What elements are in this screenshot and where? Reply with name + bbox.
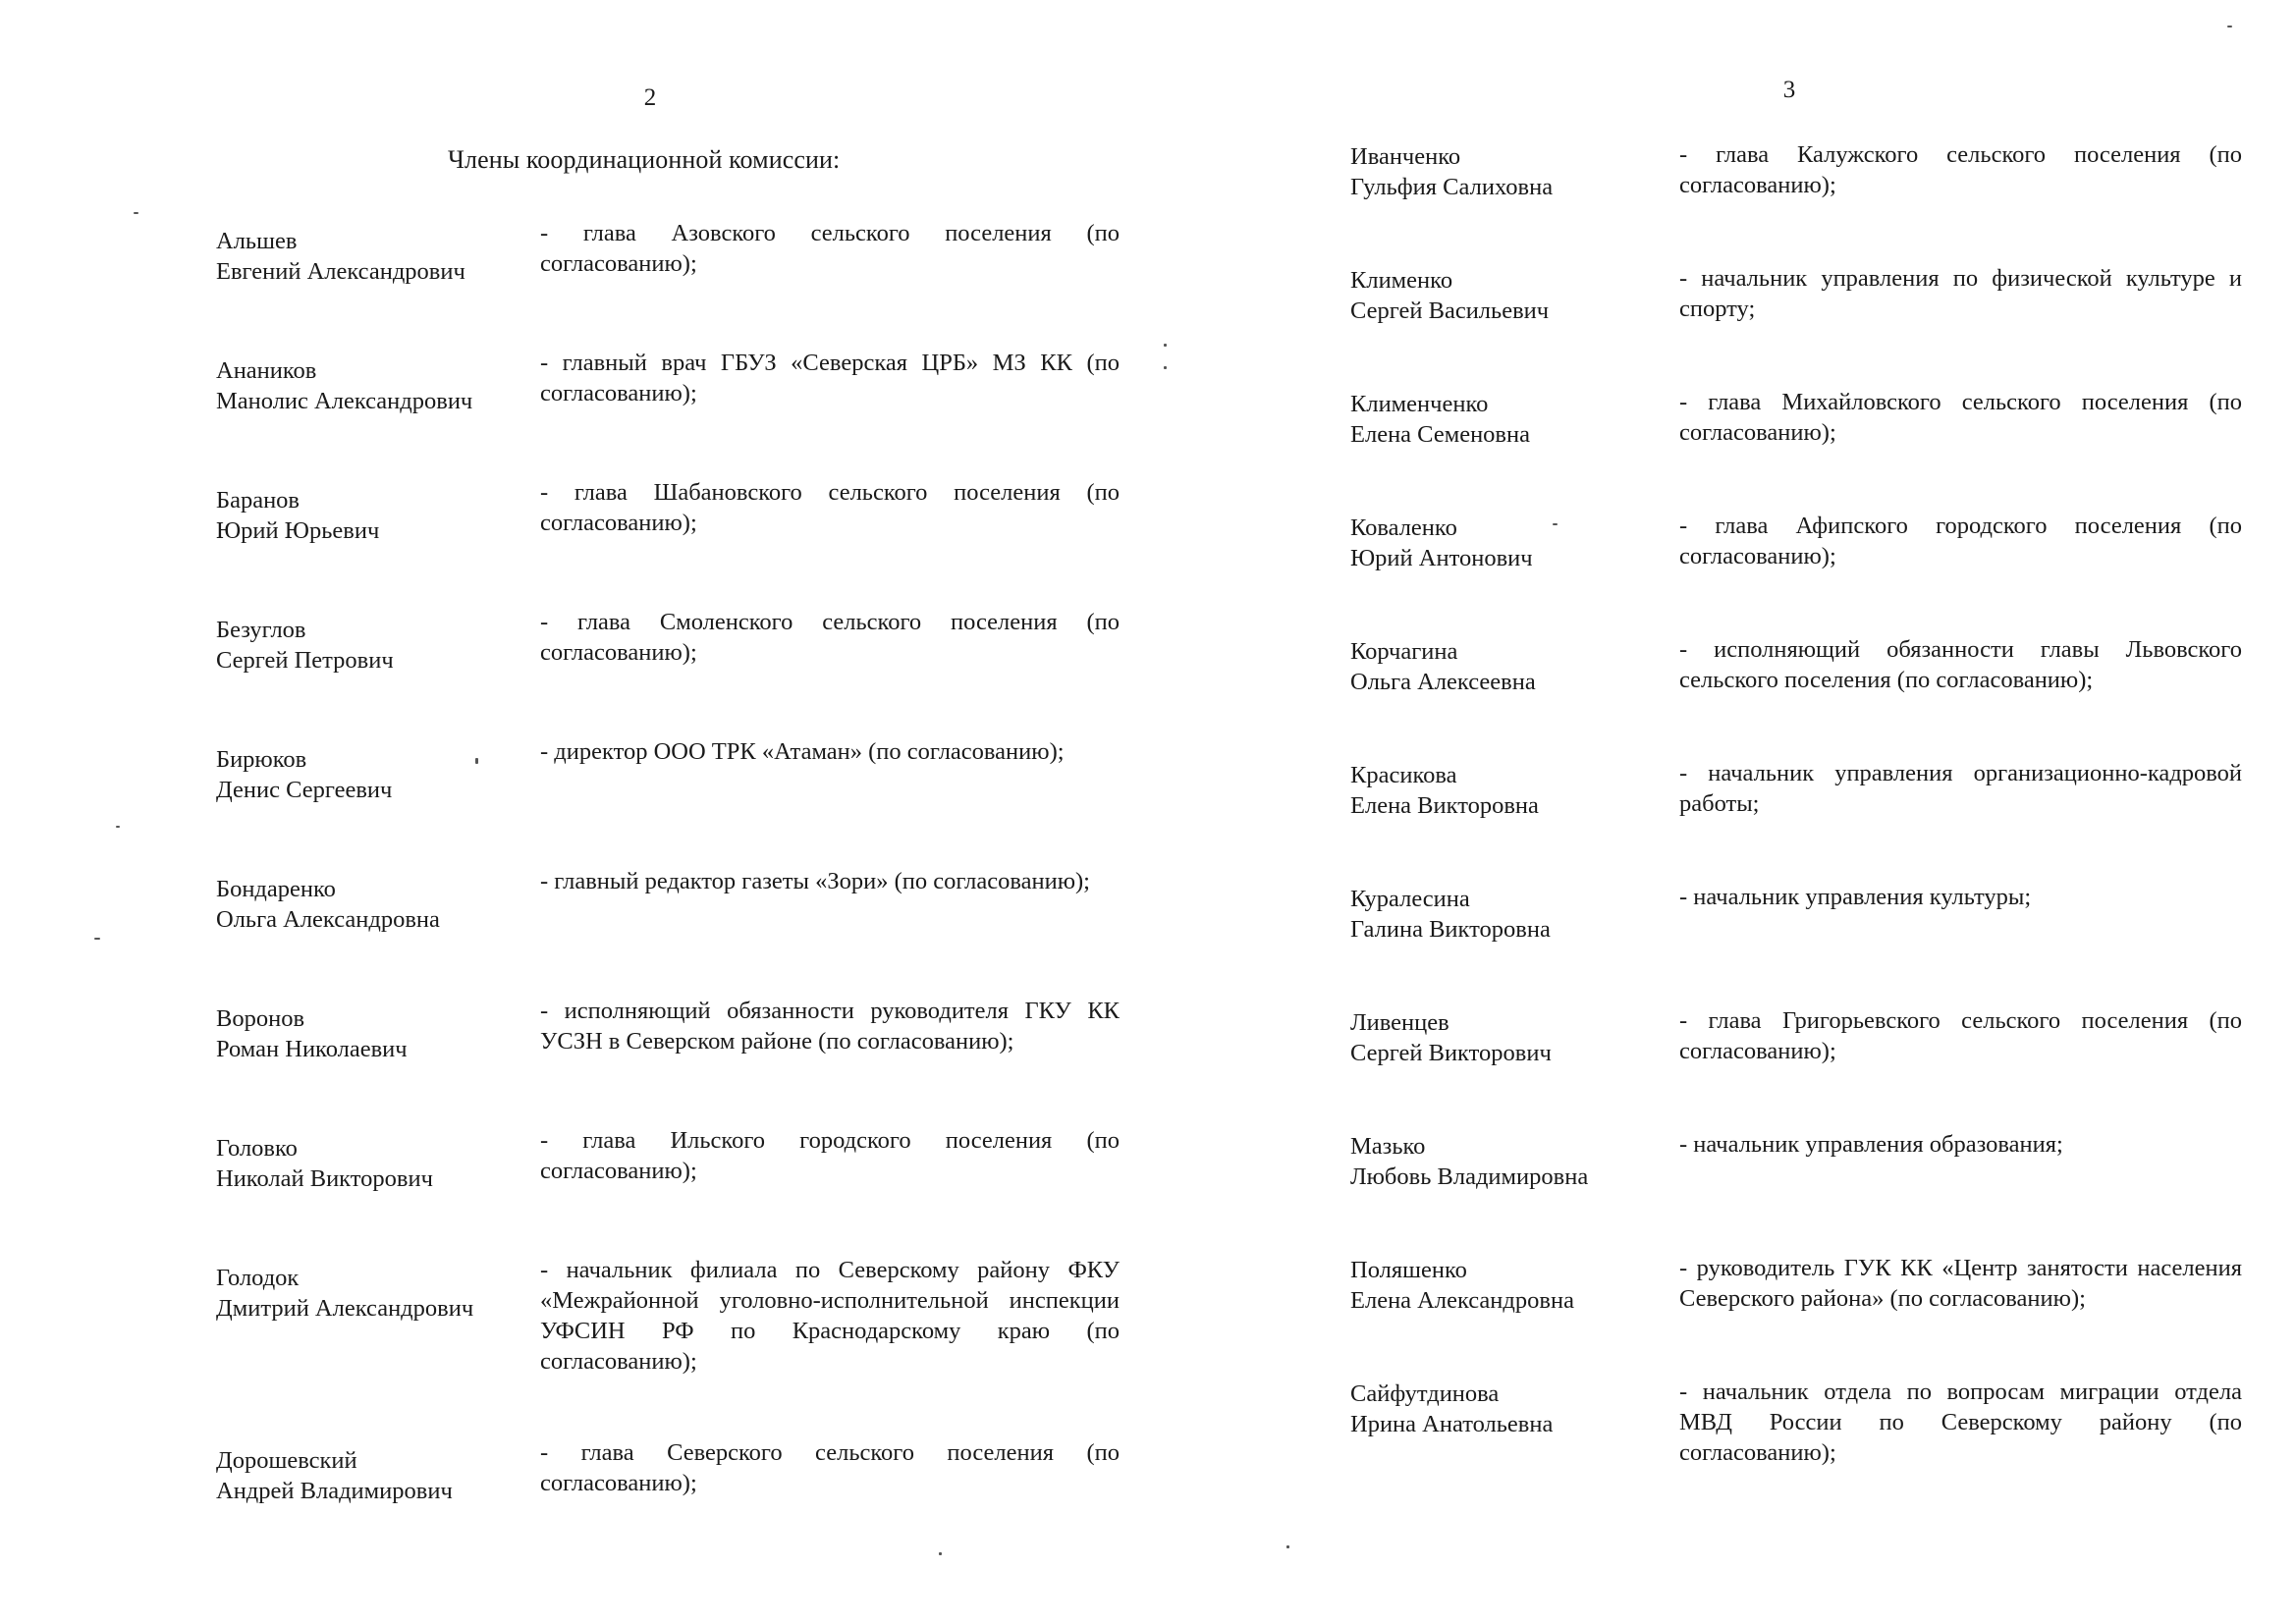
member-surname: Мазько — [1350, 1133, 1426, 1160]
member-role: - глава Ильского городского поселения (по согласованию); — [540, 1127, 1120, 1184]
member-role: - начальник управления культуры; — [1679, 884, 2032, 910]
page-right — [1148, 0, 2296, 1623]
member-row — [1350, 634, 2242, 697]
member-name — [1350, 1253, 1679, 1316]
member-name — [216, 607, 540, 676]
member-given-names: Евгений Александрович — [216, 258, 465, 285]
member-name — [1350, 1129, 1679, 1192]
page-number: 3 — [1782, 77, 1796, 103]
member-row — [1350, 139, 2242, 202]
member-surname: Поляшенко — [1350, 1257, 1467, 1283]
member-given-names: Любовь Владимировна — [1350, 1163, 1589, 1190]
member-given-names: Сергей Петрович — [216, 647, 394, 674]
member-row — [216, 1437, 1120, 1506]
member-surname: Иванченко — [1350, 143, 1461, 170]
scan-speck — [1286, 1545, 1289, 1548]
scan-speck — [1164, 366, 1167, 369]
member-row — [216, 218, 1120, 287]
member-role: - начальник управления образования; — [1679, 1131, 2063, 1158]
member-surname: Сайфутдинова — [1350, 1380, 1500, 1407]
scan-speck — [475, 758, 478, 764]
scan-speck — [134, 212, 138, 214]
member-row — [1350, 263, 2242, 326]
member-name — [1350, 1377, 1679, 1439]
member-surname: Альшев — [216, 228, 298, 254]
member-surname: Бирюков — [216, 746, 307, 773]
member-name — [216, 1125, 540, 1194]
member-name — [1350, 139, 1679, 202]
section-heading: Члены координационной комиссии: — [448, 145, 841, 174]
member-row — [1350, 1129, 2242, 1192]
member-role: - глава Азовского сельского поселения (по согласованию); — [540, 220, 1120, 277]
member-role: - глава Афипского городского поселения (по согласованию); — [1679, 513, 2242, 569]
member-row — [1350, 1005, 2242, 1068]
member-name — [1350, 387, 1679, 450]
member-role: - глава Григорьевского сельского поселения (по согласованию); — [1679, 1007, 2242, 1064]
members-list — [216, 218, 1120, 1567]
member-given-names: Юрий Антонович — [1350, 545, 1533, 571]
member-role: - глава Михайловского сельского поселения (по согласованию); — [1679, 389, 2242, 446]
member-given-names: Гульфия Салиховна — [1350, 174, 1554, 200]
member-row — [1350, 387, 2242, 450]
page-number: 2 — [643, 84, 657, 111]
member-role: - глава Калужского сельского поселения (по согласованию); — [1679, 141, 2242, 198]
member-given-names: Манолис Александрович — [216, 388, 473, 414]
member-row — [216, 736, 1120, 805]
member-role: - главный редактор газеты «Зори» (по согласованию); — [540, 868, 1090, 894]
member-surname: Воронов — [216, 1005, 305, 1032]
member-name — [216, 348, 540, 416]
member-given-names: Сергей Васильевич — [1350, 298, 1550, 324]
member-role: - глава Смоленского сельского поселения (по согласованию); — [540, 609, 1120, 666]
member-given-names: Андрей Владимирович — [216, 1478, 453, 1504]
member-surname: Голодок — [216, 1265, 300, 1291]
member-role: - директор ООО ТРК «Атаман» (по согласованию); — [540, 738, 1065, 765]
member-row — [216, 607, 1120, 676]
member-name — [216, 996, 540, 1064]
member-role: - исполняющий обязанности главы Львовского сельского поселения (по согласованию); — [1679, 636, 2242, 693]
member-row — [216, 996, 1120, 1064]
scan-speck — [94, 938, 100, 940]
member-given-names: Ольга Алексеевна — [1350, 669, 1536, 695]
member-role: - исполняющий обязанности руководителя ГКУ КК УСЗН в Северском районе (по согласованию); — [540, 998, 1120, 1055]
member-given-names: Роман Николаевич — [216, 1036, 408, 1062]
member-surname: Баранов — [216, 487, 300, 514]
member-row — [1350, 758, 2242, 821]
scan-speck — [1553, 523, 1558, 525]
member-name — [216, 866, 540, 935]
members-list — [1350, 139, 2242, 1529]
member-given-names: Елена Александровна — [1350, 1287, 1574, 1314]
scan-speck — [1164, 344, 1167, 347]
member-row — [216, 1125, 1120, 1194]
member-surname: Ливенцев — [1350, 1009, 1449, 1036]
member-given-names: Ольга Александровна — [216, 906, 440, 933]
member-surname: Дорошевский — [216, 1447, 357, 1474]
member-given-names: Сергей Викторович — [1350, 1040, 1552, 1066]
member-row — [1350, 1377, 2242, 1468]
member-role: - начальник управления по физической культуре и спорту; — [1679, 265, 2242, 322]
member-row — [1350, 511, 2242, 573]
member-given-names: Юрий Юрьевич — [216, 517, 380, 544]
member-row — [1350, 1253, 2242, 1316]
member-surname: Головко — [216, 1135, 298, 1162]
member-name — [1350, 882, 1679, 945]
member-row — [216, 348, 1120, 416]
member-name — [216, 218, 540, 287]
member-name — [216, 477, 540, 546]
member-row — [216, 1255, 1120, 1377]
member-name — [216, 1255, 540, 1324]
member-given-names: Денис Сергеевич — [216, 777, 393, 803]
member-role: - глава Северского сельского поселения (по согласованию); — [540, 1439, 1120, 1496]
member-role: - руководитель ГУК КК «Центр занятости населения Северского района» (по согласованию); — [1679, 1255, 2242, 1312]
member-given-names: Галина Викторовна — [1350, 916, 1551, 943]
member-surname: Безуглов — [216, 617, 306, 643]
member-name — [1350, 511, 1679, 573]
member-given-names: Ирина Анатольевна — [1350, 1411, 1554, 1437]
member-surname: Анаников — [216, 357, 317, 384]
member-surname: Клименко — [1350, 267, 1453, 294]
member-name — [216, 1437, 540, 1506]
member-row — [1350, 882, 2242, 945]
scan-speck — [939, 1552, 942, 1555]
member-given-names: Дмитрий Александрович — [216, 1295, 474, 1322]
member-role: - начальник отдела по вопросам миграции отдела МВД России по Северскому району (по согласованию); — [1679, 1379, 2242, 1466]
scan-speck — [2227, 26, 2232, 27]
member-name — [216, 736, 540, 805]
member-surname: Коваленко — [1350, 514, 1457, 541]
member-surname: Бондаренко — [216, 876, 336, 902]
member-given-names: Елена Викторовна — [1350, 792, 1539, 819]
member-role: - начальник филиала по Северскому району ФКУ «Межрайонной уголовно-исполнительной инспекции УФСИН РФ по Краснодарскому краю (по согласованию); — [540, 1257, 1120, 1375]
member-name — [1350, 1005, 1679, 1068]
member-name — [1350, 634, 1679, 697]
member-given-names: Елена Семеновна — [1350, 421, 1530, 448]
member-surname: Корчагина — [1350, 638, 1458, 665]
member-given-names: Николай Викторович — [216, 1165, 433, 1192]
member-role: - главный врач ГБУЗ «Северская ЦРБ» МЗ КК (по согласованию); — [540, 350, 1120, 406]
member-row — [216, 866, 1120, 935]
member-row — [216, 477, 1120, 546]
member-name — [1350, 758, 1679, 821]
member-surname: Куралесина — [1350, 886, 1470, 912]
member-name — [1350, 263, 1679, 326]
member-role: - глава Шабановского сельского поселения (по согласованию); — [540, 479, 1120, 536]
scan-speck — [116, 826, 120, 828]
member-surname: Клименченко — [1350, 391, 1489, 417]
member-surname: Красикова — [1350, 762, 1457, 788]
member-role: - начальник управления организационно-кадровой работы; — [1679, 760, 2242, 817]
